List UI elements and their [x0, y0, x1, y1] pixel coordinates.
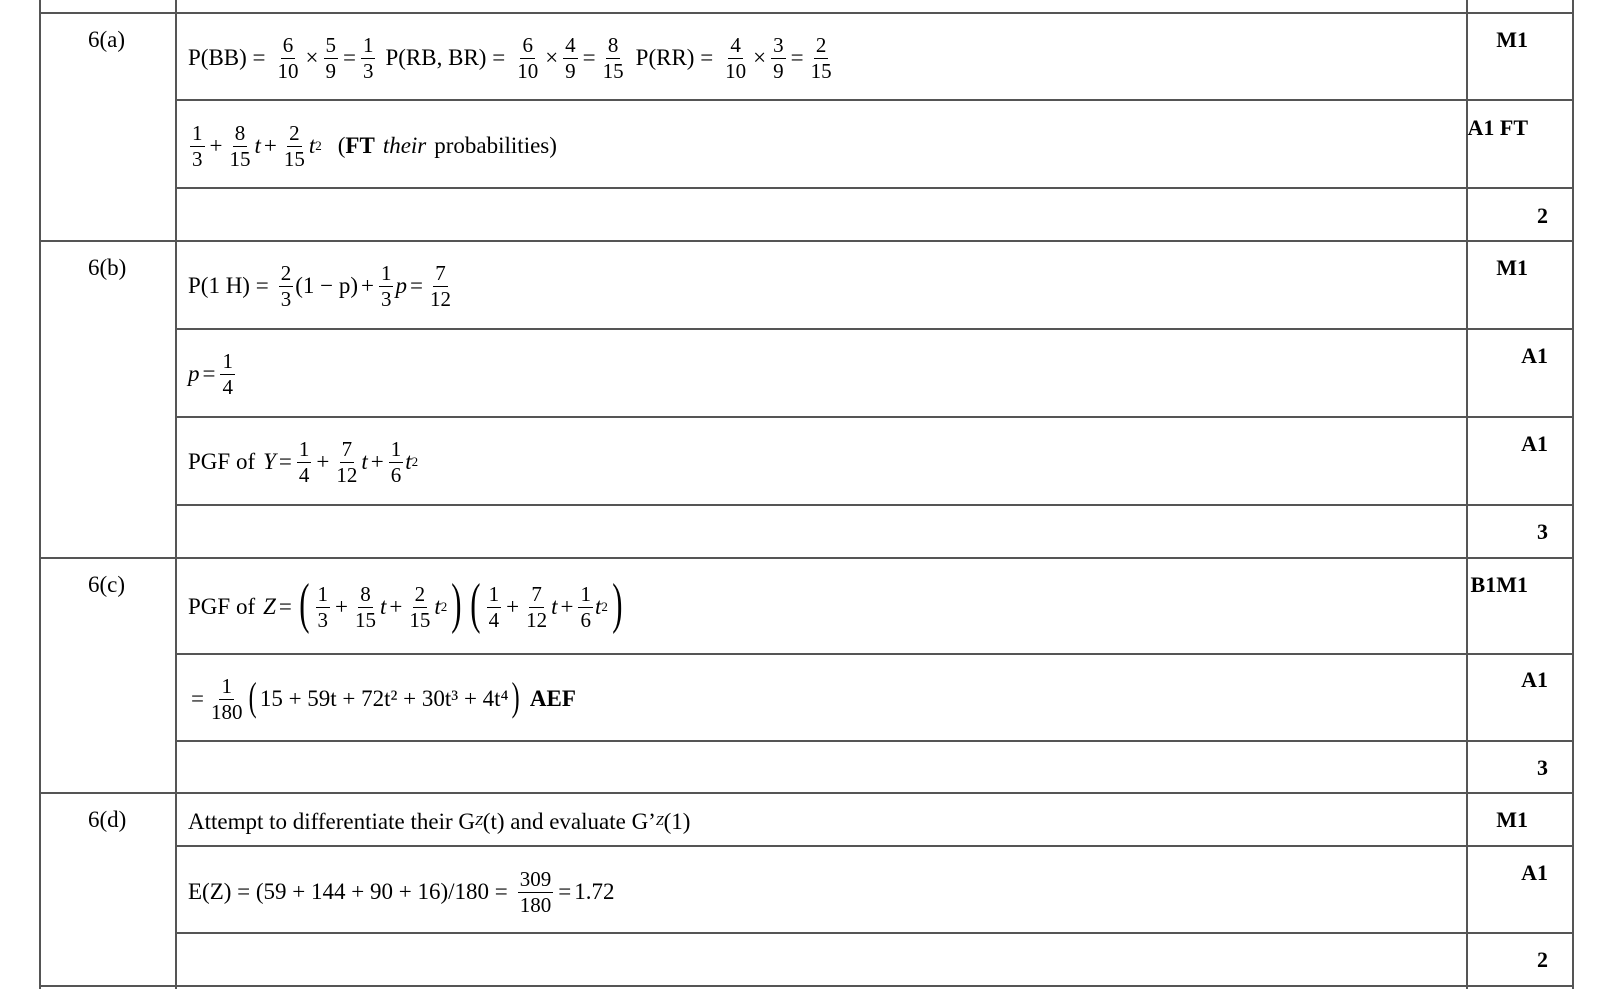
fraction: $\frac{1}{180}$ — [210, 673, 243, 724]
question-number-6b: 6(b) — [88, 255, 127, 280]
fraction: $\frac{8}{15}$ — [229, 120, 251, 171]
label-pgf-of: PGF of — [188, 594, 256, 619]
label-pgf-of: PGF of — [188, 449, 256, 474]
mark-6d-1: M1 — [1496, 807, 1528, 832]
fraction: $\frac{1}{3}$ — [317, 581, 329, 632]
fraction: $\frac{2}{15}$ — [409, 581, 431, 632]
fraction: $\frac{3}{9}$ — [773, 32, 784, 83]
fraction: $\frac{5}{9}$ — [325, 32, 336, 83]
fraction: $\frac{1}{3}$ — [380, 260, 392, 311]
table-divider-marks — [1466, 0, 1468, 989]
answer-6c-expanded: = $\frac{1}{180}$ ( 15 + 59t + 72t² + 30t³ + 4t⁴ ) AEF — [191, 673, 576, 724]
label-var-y: Y — [263, 449, 276, 474]
row-border — [39, 12, 1574, 14]
mark-6d-2: A1 — [1521, 860, 1548, 885]
fraction: $\frac{1}{4}$ — [488, 581, 500, 632]
label-p-rb-br: P(RB, BR) = — [385, 45, 506, 70]
fraction: $\frac{1}{4}$ — [222, 348, 233, 399]
answer-6d-method — [188, 808, 690, 836]
row-border — [175, 504, 1574, 506]
term-one-minus-p: (1 − p) — [295, 273, 358, 298]
expectation-label: E(Z) = (59 + 144 + 90 + 16)/180 = — [188, 879, 508, 904]
mark-6b-2: A1 — [1521, 343, 1548, 368]
mark-6d-total: 2 — [1537, 947, 1548, 972]
subscript-z: Z — [474, 814, 483, 829]
fraction: $\frac{7}{12}$ — [336, 436, 358, 487]
row-border — [39, 792, 1574, 794]
table-divider-question — [175, 0, 177, 989]
fraction: $\frac{8}{15}$ — [355, 581, 377, 632]
fraction: $\frac{1}{6}$ — [580, 581, 591, 632]
aef-label: AEF — [529, 686, 576, 711]
fraction: $\frac{7}{12}$ — [526, 581, 548, 632]
fraction: $\frac{2}{15}$ — [283, 120, 305, 171]
label-p-rr: P(RR) = — [635, 45, 714, 70]
row-border — [39, 985, 1574, 987]
fraction: $\frac{1}{6}$ — [390, 436, 402, 487]
polynomial: 15 + 59t + 72t² + 30t³ + 4t⁴ — [259, 686, 509, 711]
fraction: $\frac{1}{3}$ — [192, 120, 203, 171]
fraction: $\frac{8}{15}$ — [602, 32, 624, 83]
question-number-6a: 6(a) — [88, 27, 126, 52]
note-rest: probabilities) — [434, 133, 557, 158]
note-their: their — [382, 133, 427, 158]
question-number-6c: 6(c) — [88, 572, 126, 597]
row-border — [175, 99, 1574, 101]
answer-6d-expectation: E(Z) = (59 + 144 + 90 + 16)/180 = $\frac{309}{180}$ = 1.72 — [188, 866, 615, 917]
expectation-result: 1.72 — [574, 879, 615, 904]
row-border — [39, 240, 1574, 242]
fraction: $\frac{4}{9}$ — [565, 32, 576, 83]
mark-6b-1: M1 — [1496, 255, 1528, 280]
subscript-z: Z — [655, 814, 664, 829]
answer-6a-pgf: $\frac{1}{3}$ + $\frac{8}{15}$ t + $\frac{2}{15}$ t 2 ( FT their probabilities) — [192, 120, 557, 171]
fraction: $\frac{2}{15}$ — [810, 32, 832, 83]
method-text-mid: (t) and evaluate G’ — [482, 809, 656, 834]
answer-6c-pgf-z: PGF of Z = ( $\frac{1}{3}$ + $\frac{8}{15}$ t + $\frac{2}{15}$ t 2 ) ( $\frac{1}{4}$ + $\frac{7}{12}$ t + $\frac{1}{6}$ t 2 ) — [188, 573, 623, 635]
fraction: $\frac{309}{180}$ — [519, 866, 552, 917]
mark-6a-total: 2 — [1537, 203, 1548, 228]
note-ft: FT — [345, 133, 375, 158]
mark-6b-total: 3 — [1537, 519, 1548, 544]
row-border — [175, 328, 1574, 330]
mark-6c-2: A1 — [1521, 667, 1548, 692]
row-border — [175, 653, 1574, 655]
table-border-right — [1572, 0, 1574, 989]
row-border — [39, 557, 1574, 559]
label-p-bb: P(BB) = — [188, 45, 266, 70]
answer-6b-pgf-y: PGF of Y = $\frac{1}{4}$ + $\frac{7}{12}$ t + $\frac{1}{6}$ t 2 — [188, 436, 419, 487]
question-number-6d: 6(d) — [88, 807, 127, 832]
fraction: $\frac{1}{3}$ — [362, 32, 374, 83]
mark-6a-1: M1 — [1496, 27, 1528, 52]
row-border — [175, 932, 1574, 934]
mark-6a-2: A1 FT — [1467, 115, 1528, 140]
label-var-z: Z — [263, 594, 276, 619]
method-text: Attempt to differentiate their G — [188, 809, 475, 834]
fraction: $\frac{1}{4}$ — [298, 436, 310, 487]
row-border — [175, 416, 1574, 418]
answer-6b-equation: P(1 H) = $\frac{2}{3}$ (1 − p) + $\frac{1}{3}$ p = $\frac{7}{12}$ — [188, 260, 451, 311]
row-border — [175, 187, 1574, 189]
method-text-end: (1) — [663, 809, 691, 834]
mark-6c-1: B1M1 — [1470, 572, 1528, 597]
mark-6b-3: A1 — [1521, 431, 1548, 456]
fraction: $\frac{6}{10}$ — [517, 32, 539, 83]
fraction: $\frac{6}{10}$ — [277, 32, 299, 83]
label-p1h: P(1 H) = — [188, 273, 269, 298]
answer-6a-probabilities: P(BB) = $\frac{6}{10}$ × $\frac{5}{9}$ = $\frac{1}{3}$ P(RB, BR) = $\frac{6}{10}$ × $\frac{4}{9}$ = $\frac{8}{15}$ P(RR) = $\frac{4}{10}$ × $\frac{3}{9}$ = $\frac{2}{15}$ — [188, 32, 832, 83]
fraction: $\frac{4}{10}$ — [725, 32, 747, 83]
row-border — [175, 740, 1574, 742]
answer-6b-p-value: p = $\frac{1}{4}$ — [188, 348, 233, 399]
table-border-left — [39, 0, 41, 989]
mark-6c-total: 3 — [1537, 755, 1548, 780]
note-open: ( — [337, 133, 346, 158]
row-border — [175, 845, 1574, 847]
fraction: $\frac{2}{3}$ — [280, 260, 292, 311]
fraction: $\frac{7}{12}$ — [429, 260, 451, 311]
